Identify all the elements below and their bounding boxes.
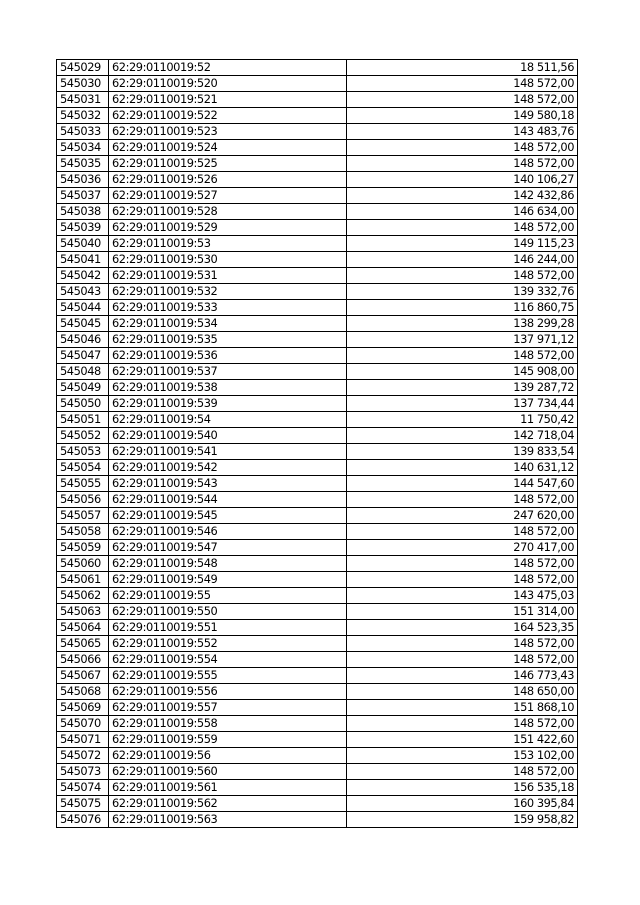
cadastral-value-cell: 247 620,00 bbox=[347, 508, 578, 524]
row-id-cell: 545059 bbox=[57, 540, 109, 556]
row-id-cell: 545037 bbox=[57, 188, 109, 204]
table-row bbox=[57, 220, 578, 236]
cadastral-value-cell: 140 631,12 bbox=[347, 460, 578, 476]
cadastral-value-cell: 156 535,18 bbox=[347, 780, 578, 796]
cadastral-value-cell: 149 115,23 bbox=[347, 236, 578, 252]
cadastral-value-cell: 139 287,72 bbox=[347, 380, 578, 396]
table-row bbox=[57, 428, 578, 444]
cadastral-value-cell: 148 572,00 bbox=[347, 764, 578, 780]
row-id-cell: 545030 bbox=[57, 76, 109, 92]
cadastral-number-cell: 62:29:0110019:55 bbox=[109, 588, 347, 604]
cadastral-value-cell: 159 958,82 bbox=[347, 812, 578, 828]
table-row bbox=[57, 268, 578, 284]
table-row bbox=[57, 76, 578, 92]
table-row bbox=[57, 604, 578, 620]
cadastral-value-cell: 148 572,00 bbox=[347, 716, 578, 732]
row-id-cell: 545034 bbox=[57, 140, 109, 156]
cadastral-value-cell: 146 773,43 bbox=[347, 668, 578, 684]
cadastral-value-cell: 140 106,27 bbox=[347, 172, 578, 188]
table-row bbox=[57, 236, 578, 252]
table-row bbox=[57, 412, 578, 428]
cadastral-number-cell: 62:29:0110019:561 bbox=[109, 780, 347, 796]
cadastral-value-cell: 146 634,00 bbox=[347, 204, 578, 220]
cadastral-number-cell: 62:29:0110019:52 bbox=[109, 60, 347, 76]
cadastral-number-cell: 62:29:0110019:544 bbox=[109, 492, 347, 508]
cadastral-value-cell: 148 572,00 bbox=[347, 524, 578, 540]
cadastral-number-cell: 62:29:0110019:543 bbox=[109, 476, 347, 492]
table-row bbox=[57, 172, 578, 188]
cadastral-value-cell: 11 750,42 bbox=[347, 412, 578, 428]
cadastral-value-cell: 142 718,04 bbox=[347, 428, 578, 444]
cadastral-value-cell: 151 422,60 bbox=[347, 732, 578, 748]
table-row bbox=[57, 380, 578, 396]
table-row bbox=[57, 732, 578, 748]
cadastral-value-cell: 164 523,35 bbox=[347, 620, 578, 636]
cadastral-number-cell: 62:29:0110019:538 bbox=[109, 380, 347, 396]
cadastral-value-cell: 148 572,00 bbox=[347, 492, 578, 508]
row-id-cell: 545073 bbox=[57, 764, 109, 780]
cadastral-number-cell: 62:29:0110019:536 bbox=[109, 348, 347, 364]
row-id-cell: 545035 bbox=[57, 156, 109, 172]
row-id-cell: 545033 bbox=[57, 124, 109, 140]
table-row bbox=[57, 332, 578, 348]
cadastral-value-cell: 143 483,76 bbox=[347, 124, 578, 140]
cadastral-number-cell: 62:29:0110019:558 bbox=[109, 716, 347, 732]
table-row bbox=[57, 668, 578, 684]
cadastral-number-cell: 62:29:0110019:520 bbox=[109, 76, 347, 92]
table-row bbox=[57, 252, 578, 268]
table-row bbox=[57, 300, 578, 316]
row-id-cell: 545074 bbox=[57, 780, 109, 796]
row-id-cell: 545075 bbox=[57, 796, 109, 812]
row-id-cell: 545055 bbox=[57, 476, 109, 492]
cadastral-value-cell: 148 572,00 bbox=[347, 636, 578, 652]
cadastral-number-cell: 62:29:0110019:546 bbox=[109, 524, 347, 540]
row-id-cell: 545062 bbox=[57, 588, 109, 604]
table-row bbox=[57, 556, 578, 572]
table-row bbox=[57, 572, 578, 588]
cadastral-number-cell: 62:29:0110019:555 bbox=[109, 668, 347, 684]
cadastral-number-cell: 62:29:0110019:529 bbox=[109, 220, 347, 236]
row-id-cell: 545032 bbox=[57, 108, 109, 124]
cadastral-value-cell: 160 395,84 bbox=[347, 796, 578, 812]
row-id-cell: 545066 bbox=[57, 652, 109, 668]
row-id-cell: 545057 bbox=[57, 508, 109, 524]
table-row bbox=[57, 460, 578, 476]
cadastral-number-cell: 62:29:0110019:547 bbox=[109, 540, 347, 556]
cadastral-value-cell: 149 580,18 bbox=[347, 108, 578, 124]
cadastral-value-cell: 148 572,00 bbox=[347, 348, 578, 364]
cadastral-number-cell: 62:29:0110019:554 bbox=[109, 652, 347, 668]
row-id-cell: 545069 bbox=[57, 700, 109, 716]
row-id-cell: 545039 bbox=[57, 220, 109, 236]
row-id-cell: 545065 bbox=[57, 636, 109, 652]
cadastral-number-cell: 62:29:0110019:552 bbox=[109, 636, 347, 652]
table-row bbox=[57, 716, 578, 732]
cadastral-number-cell: 62:29:0110019:523 bbox=[109, 124, 347, 140]
row-id-cell: 545070 bbox=[57, 716, 109, 732]
row-id-cell: 545060 bbox=[57, 556, 109, 572]
cadastral-value-cell: 146 244,00 bbox=[347, 252, 578, 268]
cadastral-number-cell: 62:29:0110019:563 bbox=[109, 812, 347, 828]
table-row bbox=[57, 508, 578, 524]
cadastral-number-cell: 62:29:0110019:550 bbox=[109, 604, 347, 620]
table-row bbox=[57, 284, 578, 300]
row-id-cell: 545044 bbox=[57, 300, 109, 316]
cadastral-value-cell: 148 572,00 bbox=[347, 76, 578, 92]
row-id-cell: 545038 bbox=[57, 204, 109, 220]
cadastral-number-cell: 62:29:0110019:522 bbox=[109, 108, 347, 124]
row-id-cell: 545051 bbox=[57, 412, 109, 428]
row-id-cell: 545076 bbox=[57, 812, 109, 828]
cadastral-number-cell: 62:29:0110019:542 bbox=[109, 460, 347, 476]
cadastral-value-cell: 137 971,12 bbox=[347, 332, 578, 348]
cadastral-number-cell: 62:29:0110019:541 bbox=[109, 444, 347, 460]
table-row bbox=[57, 652, 578, 668]
row-id-cell: 545067 bbox=[57, 668, 109, 684]
cadastral-number-cell: 62:29:0110019:533 bbox=[109, 300, 347, 316]
cadastral-number-cell: 62:29:0110019:535 bbox=[109, 332, 347, 348]
table-row bbox=[57, 796, 578, 812]
cadastral-value-cell: 148 572,00 bbox=[347, 572, 578, 588]
table-row bbox=[57, 316, 578, 332]
table-row bbox=[57, 684, 578, 700]
cadastral-number-cell: 62:29:0110019:527 bbox=[109, 188, 347, 204]
row-id-cell: 545064 bbox=[57, 620, 109, 636]
cadastral-value-cell: 270 417,00 bbox=[347, 540, 578, 556]
row-id-cell: 545063 bbox=[57, 604, 109, 620]
cadastral-value-cell: 148 572,00 bbox=[347, 156, 578, 172]
cadastral-number-cell: 62:29:0110019:53 bbox=[109, 236, 347, 252]
table-row bbox=[57, 396, 578, 412]
cadastral-value-cell: 142 432,86 bbox=[347, 188, 578, 204]
cadastral-number-cell: 62:29:0110019:532 bbox=[109, 284, 347, 300]
cadastral-value-cell: 148 572,00 bbox=[347, 556, 578, 572]
table-row bbox=[57, 124, 578, 140]
cadastral-number-cell: 62:29:0110019:537 bbox=[109, 364, 347, 380]
table-row bbox=[57, 140, 578, 156]
row-id-cell: 545052 bbox=[57, 428, 109, 444]
cadastral-number-cell: 62:29:0110019:548 bbox=[109, 556, 347, 572]
cadastral-number-cell: 62:29:0110019:549 bbox=[109, 572, 347, 588]
row-id-cell: 545036 bbox=[57, 172, 109, 188]
row-id-cell: 545043 bbox=[57, 284, 109, 300]
cadastral-value-cell: 18 511,56 bbox=[347, 60, 578, 76]
table-row bbox=[57, 188, 578, 204]
table-row bbox=[57, 348, 578, 364]
cadastral-number-cell: 62:29:0110019:559 bbox=[109, 732, 347, 748]
cadastral-value-table bbox=[56, 59, 578, 828]
table-row bbox=[57, 92, 578, 108]
cadastral-value-cell: 148 572,00 bbox=[347, 92, 578, 108]
cadastral-value-cell: 144 547,60 bbox=[347, 476, 578, 492]
cadastral-value-cell: 151 314,00 bbox=[347, 604, 578, 620]
row-id-cell: 545049 bbox=[57, 380, 109, 396]
cadastral-number-cell: 62:29:0110019:530 bbox=[109, 252, 347, 268]
table-row bbox=[57, 108, 578, 124]
table-row bbox=[57, 524, 578, 540]
cadastral-number-cell: 62:29:0110019:545 bbox=[109, 508, 347, 524]
cadastral-number-cell: 62:29:0110019:531 bbox=[109, 268, 347, 284]
row-id-cell: 545045 bbox=[57, 316, 109, 332]
table-row bbox=[57, 364, 578, 380]
cadastral-number-cell: 62:29:0110019:562 bbox=[109, 796, 347, 812]
table-row bbox=[57, 444, 578, 460]
cadastral-number-cell: 62:29:0110019:539 bbox=[109, 396, 347, 412]
row-id-cell: 545031 bbox=[57, 92, 109, 108]
table-row bbox=[57, 620, 578, 636]
table-row bbox=[57, 700, 578, 716]
row-id-cell: 545056 bbox=[57, 492, 109, 508]
row-id-cell: 545050 bbox=[57, 396, 109, 412]
row-id-cell: 545046 bbox=[57, 332, 109, 348]
cadastral-number-cell: 62:29:0110019:551 bbox=[109, 620, 347, 636]
cadastral-value-cell: 148 650,00 bbox=[347, 684, 578, 700]
cadastral-number-cell: 62:29:0110019:556 bbox=[109, 684, 347, 700]
table-row bbox=[57, 748, 578, 764]
cadastral-value-cell: 139 833,54 bbox=[347, 444, 578, 460]
row-id-cell: 545048 bbox=[57, 364, 109, 380]
cadastral-number-cell: 62:29:0110019:560 bbox=[109, 764, 347, 780]
cadastral-number-cell: 62:29:0110019:521 bbox=[109, 92, 347, 108]
table-row bbox=[57, 812, 578, 828]
table-row bbox=[57, 204, 578, 220]
row-id-cell: 545068 bbox=[57, 684, 109, 700]
table-row bbox=[57, 636, 578, 652]
cadastral-value-cell: 145 908,00 bbox=[347, 364, 578, 380]
cadastral-value-cell: 138 299,28 bbox=[347, 316, 578, 332]
table-row bbox=[57, 156, 578, 172]
table-row bbox=[57, 60, 578, 76]
row-id-cell: 545041 bbox=[57, 252, 109, 268]
row-id-cell: 545061 bbox=[57, 572, 109, 588]
cadastral-number-cell: 62:29:0110019:524 bbox=[109, 140, 347, 156]
cadastral-value-cell: 148 572,00 bbox=[347, 268, 578, 284]
cadastral-number-cell: 62:29:0110019:526 bbox=[109, 172, 347, 188]
cadastral-number-cell: 62:29:0110019:540 bbox=[109, 428, 347, 444]
row-id-cell: 545071 bbox=[57, 732, 109, 748]
table-row bbox=[57, 492, 578, 508]
cadastral-value-cell: 116 860,75 bbox=[347, 300, 578, 316]
cadastral-number-cell: 62:29:0110019:528 bbox=[109, 204, 347, 220]
table-row bbox=[57, 588, 578, 604]
table-row bbox=[57, 476, 578, 492]
cadastral-value-cell: 148 572,00 bbox=[347, 220, 578, 236]
row-id-cell: 545053 bbox=[57, 444, 109, 460]
cadastral-value-cell: 143 475,03 bbox=[347, 588, 578, 604]
cadastral-number-cell: 62:29:0110019:525 bbox=[109, 156, 347, 172]
row-id-cell: 545040 bbox=[57, 236, 109, 252]
table-row bbox=[57, 764, 578, 780]
cadastral-value-cell: 148 572,00 bbox=[347, 652, 578, 668]
cadastral-number-cell: 62:29:0110019:557 bbox=[109, 700, 347, 716]
cadastral-number-cell: 62:29:0110019:534 bbox=[109, 316, 347, 332]
cadastral-value-cell: 153 102,00 bbox=[347, 748, 578, 764]
cadastral-value-cell: 148 572,00 bbox=[347, 140, 578, 156]
row-id-cell: 545054 bbox=[57, 460, 109, 476]
table-row bbox=[57, 540, 578, 556]
row-id-cell: 545058 bbox=[57, 524, 109, 540]
cadastral-number-cell: 62:29:0110019:54 bbox=[109, 412, 347, 428]
cadastral-value-cell: 139 332,76 bbox=[347, 284, 578, 300]
table-row bbox=[57, 780, 578, 796]
row-id-cell: 545072 bbox=[57, 748, 109, 764]
row-id-cell: 545042 bbox=[57, 268, 109, 284]
cadastral-value-cell: 151 868,10 bbox=[347, 700, 578, 716]
table-body bbox=[57, 60, 578, 828]
row-id-cell: 545047 bbox=[57, 348, 109, 364]
cadastral-value-cell: 137 734,44 bbox=[347, 396, 578, 412]
cadastral-number-cell: 62:29:0110019:56 bbox=[109, 748, 347, 764]
row-id-cell: 545029 bbox=[57, 60, 109, 76]
